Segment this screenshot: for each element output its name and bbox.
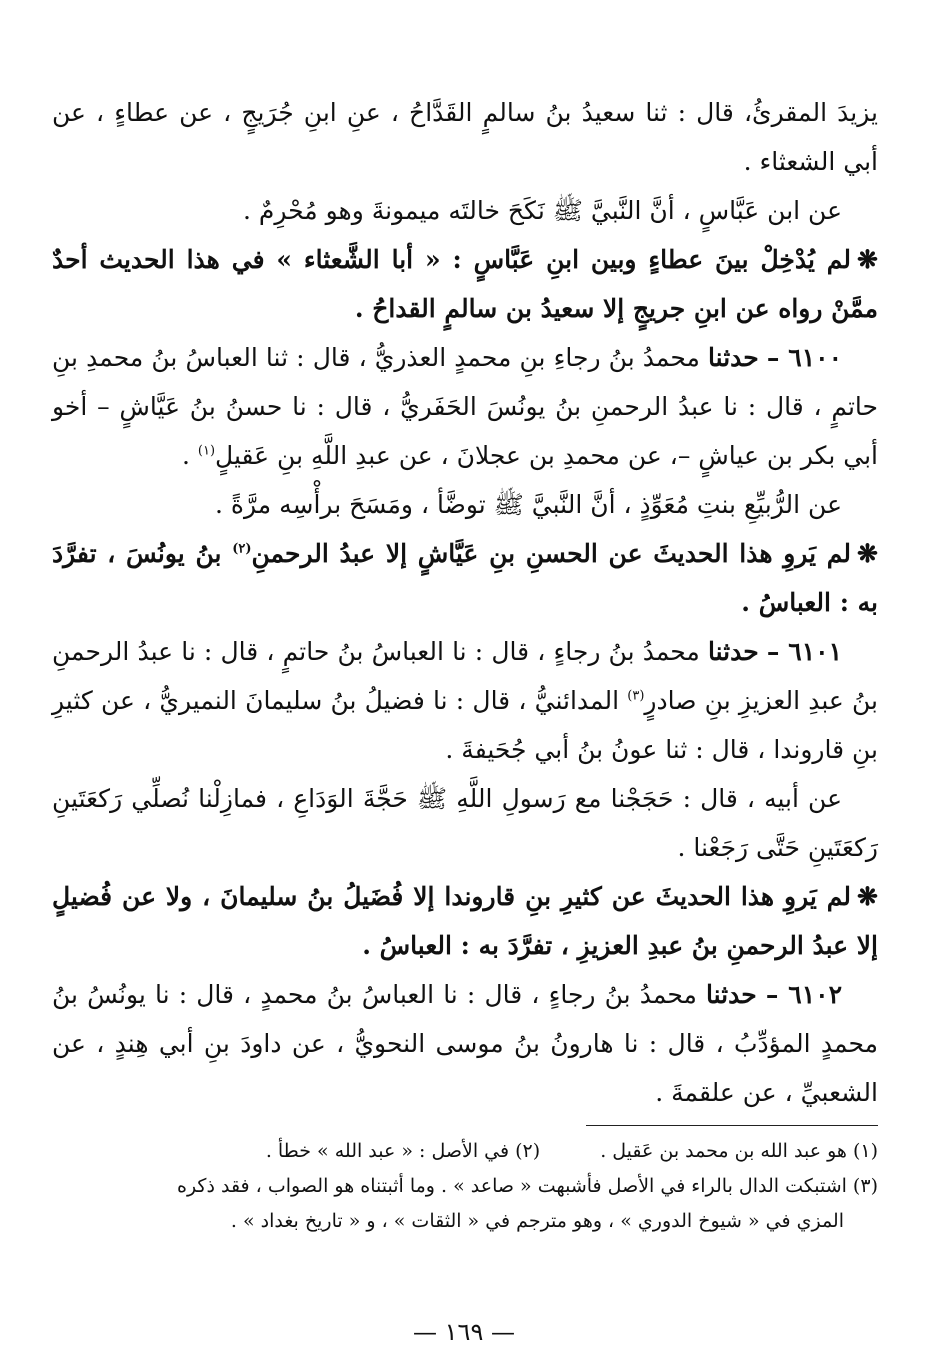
footnote-divider <box>586 1125 878 1126</box>
hadith-number: ٦١٠٢ – <box>765 980 842 1009</box>
hadith-6102 <box>52 970 878 1117</box>
commentary-text: لم يُدْخِلْ بينَ عطاءٍ وبين ابنِ عَبَّاسٍ : « أبا الشَّعثاء » في هذا الحديث أحدٌ ممَّنْ رواه عن ابنِ جريجٍ إلا سعيدُ بن سالمٍ القداحُ . <box>52 245 878 323</box>
footnote-3-continuation: المزي في « شيوخ الدوري » ، وهو مترجم في « الثقات » ، و « تاريخ بغداد » . <box>230 1210 844 1232</box>
hadith-label: حدثنا <box>708 343 759 372</box>
star-icon: ❋ <box>857 882 878 911</box>
commentary-text: لم يَروِ هذا الحديثَ عن الحسنِ بنِ عَيَّاشٍ إلا عبدُ الرحمنِ <box>251 539 852 568</box>
footnotes <box>52 1134 878 1239</box>
footnote-row <box>52 1134 878 1169</box>
paragraph-matn-maymuna: عن ابن عَبَّاسٍ ، أنَّ النَّبيَّ ﷺ نَكَحَ خالتَه ميمونةَ وهو مُحْرِمٌ . <box>242 196 842 225</box>
footnote-ref: (٣) <box>627 688 645 704</box>
footnote-2: (٢) في الأصل : « عبد الله » خطأ . <box>265 1140 541 1162</box>
footnote-ref: (٢) <box>232 541 252 557</box>
commentary-note-1 <box>52 235 878 333</box>
commentary-text: لم يَروِ هذا الحديثَ عن كثيرِ بنِ قاروندا إلا فُضَيلُ بنُ سليمانَ ، ولا عن فُضيلٍ إلا عبدُ الرحمنِ بنُ عبدِ العزيزِ ، تفرَّدَ به : العباسُ . <box>52 882 878 960</box>
commentary-text: بنُ يونُسَ ، تفرَّدَ به : العباسُ . <box>52 539 878 617</box>
hadith-label: حدثنا <box>706 980 757 1009</box>
hadith-label: حدثنا <box>707 637 759 666</box>
commentary-note-3 <box>52 872 878 970</box>
paragraph-matn-wudu: عن الرُّبيِّعِ بنتِ مُعَوِّذٍ ، أنَّ النَّبيَّ ﷺ توضَّأ ، ومَسَحَ برأْسِه مرَّةً . <box>214 490 842 519</box>
page-number: — ١٦٩ — <box>413 1318 515 1346</box>
paragraph-matn-hajj: عن أبيه ، قال : حَجَجْنا مع رَسولِ اللَّهِ ﷺ حَجَّةَ الوَدَاعِ ، فمازِلْنا نُصلِّي رَكعَتَينِ رَكعَتَينِ حَتَّى رَجَعْنا . <box>52 784 878 862</box>
hadith-number: ٦١٠١ – <box>766 637 842 666</box>
hadith-isnad: محمدُ بنُ رجاءِ بنِ محمدٍ العذريُّ ، قال : ثنا العباسُ بنُ محمدِ بنِ حاتمٍ ، قال : نا عبدُ الرحمنِ بنُ يونُسَ الحَفَريُّ ، قال : نا حسنُ بنُ عَيَّاشٍ – أخو أبي بكر بن عياشٍ –، عن محمدِ بن عجلانَ ، عن عبدِ اللَّهِ بنِ عَقيلٍ <box>52 343 878 470</box>
commentary-note-2 <box>52 529 878 627</box>
hadith-isnad: محمدُ بنُ رجاءٍ ، قال : نا العباسُ بنُ حاتمٍ ، قال : نا عبدُ الرحمنِ بنُ عبدِ العزيزِ بنِ صادرٍ <box>52 637 879 715</box>
hadith-6100: ٦١٠٠ – حدثنا محمدُ بنُ رجاءِ بنِ محمدٍ العذريُّ ، قال : ثنا العباسُ بنُ محمدِ بنِ حاتمٍ ، قال : نا عبدُ الرحمنِ بنُ يونُسَ الحَفَريُّ ، قال : نا حسنُ بنُ عَيَّاشٍ – أخو أبي بكر بن عياشٍ –، عن محمدِ بن عجلانَ ، عن عبدِ اللَّهِ بنِ عَقيلٍ$^{(١)}$ . <box>52 343 878 470</box>
hadith-6101 <box>52 627 878 774</box>
footnote-ref: (١) <box>197 443 216 459</box>
hadith-isnad: محمدُ بنُ رجاءٍ ، قال : نا العباسُ بنُ محمدٍ ، قال : نا يونُسُ بنُ محمدٍ المؤدِّبُ ، قال : نا هارونُ بنُ موسى النحويُّ ، عن داودَ بنِ أبي هِندٍ ، عن الشعبيِّ ، عن علقمةَ . <box>52 980 878 1107</box>
main-text <box>52 88 878 1117</box>
footnote-3: (٣) اشتبكت الدال بالراء في الأصل فأشبهت « صاعد » . وما أثبتناه هو الصواب ، فقد ذكره <box>176 1175 878 1197</box>
paragraph-isnad-continuation: يزيدَ المقرئُ، قال : ثنا سعيدُ بنُ سالمٍ القَدَّاحُ ، عنِ ابنِ جُرَيجٍ ، عن عطاءٍ ، عن أبي الشعثاء . <box>52 98 878 176</box>
page-body <box>52 88 878 1239</box>
star-icon: ❋ <box>857 539 878 568</box>
footnote-1: (١) هو عبد الله بن محمد بن عَقيل . <box>600 1140 878 1162</box>
star-icon: ❋ <box>857 245 878 274</box>
hadith-isnad: المدائنيُّ ، قال : نا فضيلُ بنُ سليمانَ النميريُّ ، عن كثيرِ بنِ قاروندا ، قال : ثنا عونُ بنُ أبي جُحَيفةَ . <box>52 686 878 764</box>
hadith-number: ٦١٠٠ – <box>766 343 842 372</box>
